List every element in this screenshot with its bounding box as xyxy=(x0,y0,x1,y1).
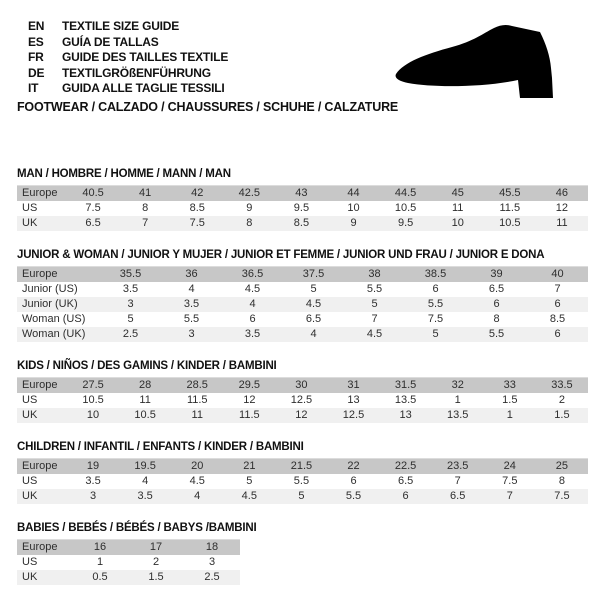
table-row xyxy=(17,267,588,283)
size-cell: 21.5 xyxy=(290,460,313,472)
row-label: Europe xyxy=(22,541,58,553)
size-cell: 17 xyxy=(149,541,163,553)
size-cell: 11.5 xyxy=(239,409,260,421)
size-cell: 12 xyxy=(243,394,256,406)
row-label: UK xyxy=(22,490,38,502)
size-table-section-children xyxy=(17,441,588,504)
category-heading: FOOTWEAR / CALZADO / CHAUSSURES / SCHUHE / CALZATURE xyxy=(17,100,399,114)
row-label: US xyxy=(22,475,38,487)
table-row xyxy=(17,393,588,408)
size-cell: 22.5 xyxy=(394,460,417,472)
table-row xyxy=(17,297,588,312)
size-cell: 9.5 xyxy=(397,217,414,229)
size-cell: 13.5 xyxy=(394,394,417,406)
size-cell: 1 xyxy=(454,394,461,406)
size-cell: 19.5 xyxy=(134,460,156,472)
size-cell: 13.5 xyxy=(446,409,469,421)
row-label: UK xyxy=(22,571,38,583)
size-table-title: MAN / HOMBRE / HOMME / MANN / MAN xyxy=(17,168,231,180)
language-code: ES xyxy=(28,34,44,49)
size-cell: 4 xyxy=(142,475,149,487)
size-cell: 4.5 xyxy=(305,298,322,310)
size-table-junior-woman xyxy=(17,266,588,342)
size-cell: 2 xyxy=(152,556,160,568)
size-cell: 44 xyxy=(347,187,360,199)
table-row xyxy=(17,570,240,585)
size-cell: 40.5 xyxy=(82,187,104,199)
size-cell: 38.5 xyxy=(424,268,447,280)
size-cell: 2 xyxy=(558,394,565,406)
size-cell: 7.5 xyxy=(554,490,570,502)
size-cell: 8 xyxy=(558,475,565,487)
size-cell: 9 xyxy=(246,202,253,214)
size-cell: 42 xyxy=(191,187,204,199)
language-row xyxy=(28,66,228,82)
row-label: US xyxy=(22,202,38,214)
size-cell: 24 xyxy=(503,460,516,472)
size-cell: 11.5 xyxy=(499,202,521,214)
size-cell: 0.5 xyxy=(92,571,108,583)
size-cell: 11 xyxy=(451,202,464,214)
size-cell: 33.5 xyxy=(551,379,573,391)
table-row xyxy=(17,282,588,297)
size-cell: 12.5 xyxy=(342,409,365,421)
size-cell: 5.5 xyxy=(345,490,362,502)
size-cell: 3 xyxy=(89,490,97,502)
language-title: GUIDE DES TAILLES TEXTILE xyxy=(62,50,229,64)
table-row xyxy=(17,474,588,489)
table-row xyxy=(17,201,588,216)
size-cell: 4 xyxy=(310,328,317,340)
size-table-children xyxy=(17,458,588,504)
size-table-section-babies xyxy=(17,522,588,585)
row-label: UK xyxy=(22,409,38,421)
size-cell: 7.5 xyxy=(427,313,444,325)
size-cell: 19 xyxy=(86,460,100,472)
size-cell: 4.5 xyxy=(241,490,257,502)
dress-shoe-icon xyxy=(390,22,568,102)
size-cell: 5.5 xyxy=(366,283,383,295)
size-cell: 32 xyxy=(451,379,464,391)
size-cell: 5 xyxy=(127,313,134,325)
size-cell: 5 xyxy=(246,475,253,487)
size-cell: 8 xyxy=(493,313,500,325)
size-table-title: CHILDREN / INFANTIL / ENFANTS / KINDER / BAMBINI xyxy=(17,441,304,453)
row-label: US xyxy=(22,394,38,406)
size-cell: 4 xyxy=(249,298,256,310)
size-cell: 9 xyxy=(350,217,357,229)
language-title-block xyxy=(28,19,228,97)
size-table-section-kids xyxy=(17,360,588,423)
size-cell: 29.5 xyxy=(238,379,261,391)
size-cell: 44.5 xyxy=(394,187,417,199)
size-table-man xyxy=(17,185,588,231)
size-cell: 12.5 xyxy=(290,394,313,406)
size-cell: 1 xyxy=(96,556,104,568)
size-cell: 6.5 xyxy=(397,475,414,487)
size-cell: 36.5 xyxy=(241,268,264,280)
size-cell: 4.5 xyxy=(244,283,261,295)
size-cell: 11 xyxy=(556,217,568,229)
size-cell: 6 xyxy=(350,475,357,487)
table-row xyxy=(17,378,588,394)
row-label: Europe xyxy=(22,187,58,199)
size-cell: 6.5 xyxy=(488,283,505,295)
size-cell: 1 xyxy=(506,409,513,421)
language-title: GUÍA DE TALLAS xyxy=(62,34,159,49)
language-code: IT xyxy=(28,81,39,95)
size-cell: 40 xyxy=(551,268,564,280)
size-table-title: KIDS / NIÑOS / DES GAMINS / KINDER / BAMBINI xyxy=(17,360,277,372)
language-code: FR xyxy=(28,50,44,64)
size-cell: 6.5 xyxy=(450,490,466,502)
size-cell: 43 xyxy=(295,187,308,199)
row-label: Woman (US) xyxy=(22,313,86,325)
size-cell: 3 xyxy=(188,328,195,340)
size-cell: 12 xyxy=(555,202,569,214)
size-cell: 22 xyxy=(347,460,360,472)
size-cell: 36 xyxy=(185,268,198,280)
size-cell: 8.5 xyxy=(549,313,566,325)
size-table-section-junior-woman xyxy=(17,249,588,342)
row-label: Woman (UK) xyxy=(22,328,86,340)
size-cell: 23.5 xyxy=(446,460,469,472)
size-cell: 16 xyxy=(93,541,107,553)
size-cell: 10 xyxy=(451,217,464,229)
size-cell: 39 xyxy=(490,268,503,280)
table-row xyxy=(17,540,240,556)
size-cell: 21 xyxy=(243,460,256,472)
size-cell: 5 xyxy=(310,283,317,295)
language-row xyxy=(28,19,228,35)
size-cell: 1.5 xyxy=(554,409,570,421)
size-cell: 13 xyxy=(347,394,360,406)
size-cell: 4 xyxy=(194,490,201,502)
size-cell: 10 xyxy=(86,409,100,421)
language-row xyxy=(28,35,228,51)
size-cell: 6 xyxy=(554,328,561,340)
language-title: GUIDA ALLE TAGLIE TESSILI xyxy=(62,81,225,95)
size-cell: 5 xyxy=(371,298,378,310)
size-cell: 28.5 xyxy=(186,379,208,391)
size-cell: 3.5 xyxy=(244,328,261,340)
size-cell: 10 xyxy=(347,202,360,214)
table-row xyxy=(17,312,588,327)
language-row xyxy=(28,81,228,97)
language-row xyxy=(28,50,228,66)
size-cell: 3.5 xyxy=(137,490,153,502)
language-title: TEXTILE SIZE GUIDE xyxy=(62,19,180,33)
table-row xyxy=(17,327,588,342)
size-table-section-man xyxy=(17,168,588,231)
row-label: Junior (UK) xyxy=(22,298,78,310)
size-cell: 25 xyxy=(555,460,569,472)
size-cell: 10.5 xyxy=(394,202,417,214)
size-cell: 6 xyxy=(432,283,439,295)
size-cell: 8 xyxy=(246,217,253,229)
size-cell: 7.5 xyxy=(502,475,518,487)
size-cell: 2.5 xyxy=(122,328,139,340)
table-row xyxy=(17,216,588,231)
table-row xyxy=(17,489,588,504)
size-cell: 7 xyxy=(506,490,513,502)
size-cell: 4.5 xyxy=(189,475,205,487)
language-code: EN xyxy=(28,19,45,33)
size-cell: 4 xyxy=(188,283,195,295)
size-cell: 2.5 xyxy=(204,571,220,583)
size-cell: 4.5 xyxy=(366,328,383,340)
size-cell: 6 xyxy=(554,298,561,310)
size-cell: 31.5 xyxy=(394,379,417,391)
size-cell: 33 xyxy=(503,379,516,391)
size-cell: 9.5 xyxy=(293,202,310,214)
size-cell: 1.5 xyxy=(148,571,164,583)
size-cell: 1.5 xyxy=(502,394,518,406)
size-cell: 42.5 xyxy=(238,187,261,199)
size-cell: 45 xyxy=(451,187,464,199)
row-label: US xyxy=(22,556,38,568)
size-cell: 7 xyxy=(454,475,461,487)
size-cell: 5.5 xyxy=(427,298,444,310)
row-label: UK xyxy=(22,217,38,229)
size-cell: 11 xyxy=(191,409,203,421)
size-cell: 3.5 xyxy=(122,283,139,295)
size-cell: 5.5 xyxy=(183,313,200,325)
size-cell: 6.5 xyxy=(305,313,322,325)
size-cell: 20 xyxy=(191,460,204,472)
size-cell: 7 xyxy=(142,217,149,229)
size-cell: 35.5 xyxy=(119,268,142,280)
table-row xyxy=(17,408,588,423)
row-label: Europe xyxy=(22,268,58,280)
size-tables xyxy=(17,168,588,600)
row-label: Europe xyxy=(22,460,58,472)
size-cell: 6.5 xyxy=(85,217,101,229)
size-cell: 18 xyxy=(205,541,219,553)
size-cell: 10.5 xyxy=(134,409,156,421)
size-cell: 6 xyxy=(249,313,256,325)
size-cell: 31 xyxy=(347,379,360,391)
size-cell: 11 xyxy=(139,394,151,406)
size-cell: 7.5 xyxy=(189,217,205,229)
size-table-title: BABIES / BEBÉS / BÉBÉS / BABYS /BAMBINI xyxy=(17,522,257,534)
size-cell: 27.5 xyxy=(82,379,104,391)
size-cell: 5 xyxy=(432,328,439,340)
size-cell: 8.5 xyxy=(189,202,205,214)
size-cell: 3 xyxy=(127,298,134,310)
size-cell: 6 xyxy=(493,298,500,310)
size-table-title: JUNIOR & WOMAN / JUNIOR Y MUJER / JUNIOR ET FEMME / JUNIOR UND FRAU / JUNIOR E DONA xyxy=(17,249,545,261)
size-cell: 37.5 xyxy=(302,268,325,280)
size-cell: 6 xyxy=(402,490,409,502)
language-code: DE xyxy=(28,65,45,80)
size-cell: 7.5 xyxy=(85,202,101,214)
size-cell: 7 xyxy=(371,313,378,325)
size-cell: 41 xyxy=(139,187,152,199)
size-cell: 10.5 xyxy=(499,217,521,229)
size-table-babies xyxy=(17,539,240,585)
table-row xyxy=(17,459,588,475)
size-cell: 7 xyxy=(554,283,561,295)
language-title: TEXTILGRÖßENFÜHRUNG xyxy=(62,65,211,80)
size-cell: 3.5 xyxy=(85,475,101,487)
size-table-kids xyxy=(17,377,588,423)
size-cell: 11.5 xyxy=(186,394,208,406)
size-cell: 5.5 xyxy=(293,475,310,487)
size-cell: 38 xyxy=(368,268,381,280)
size-cell: 8.5 xyxy=(293,217,310,229)
size-cell: 10.5 xyxy=(82,394,104,406)
size-cell: 5 xyxy=(298,490,305,502)
size-cell: 30 xyxy=(295,379,308,391)
size-cell: 8 xyxy=(142,202,149,214)
size-cell: 3 xyxy=(208,556,216,568)
size-cell: 13 xyxy=(399,409,412,421)
table-row xyxy=(17,555,240,570)
size-cell: 3.5 xyxy=(183,298,200,310)
size-cell: 5.5 xyxy=(488,328,505,340)
table-row xyxy=(17,186,588,202)
size-cell: 28 xyxy=(139,379,152,391)
size-cell: 12 xyxy=(295,409,308,421)
size-cell: 45.5 xyxy=(499,187,521,199)
row-label: Europe xyxy=(22,379,58,391)
row-label: Junior (US) xyxy=(22,283,78,295)
size-cell: 46 xyxy=(555,187,569,199)
